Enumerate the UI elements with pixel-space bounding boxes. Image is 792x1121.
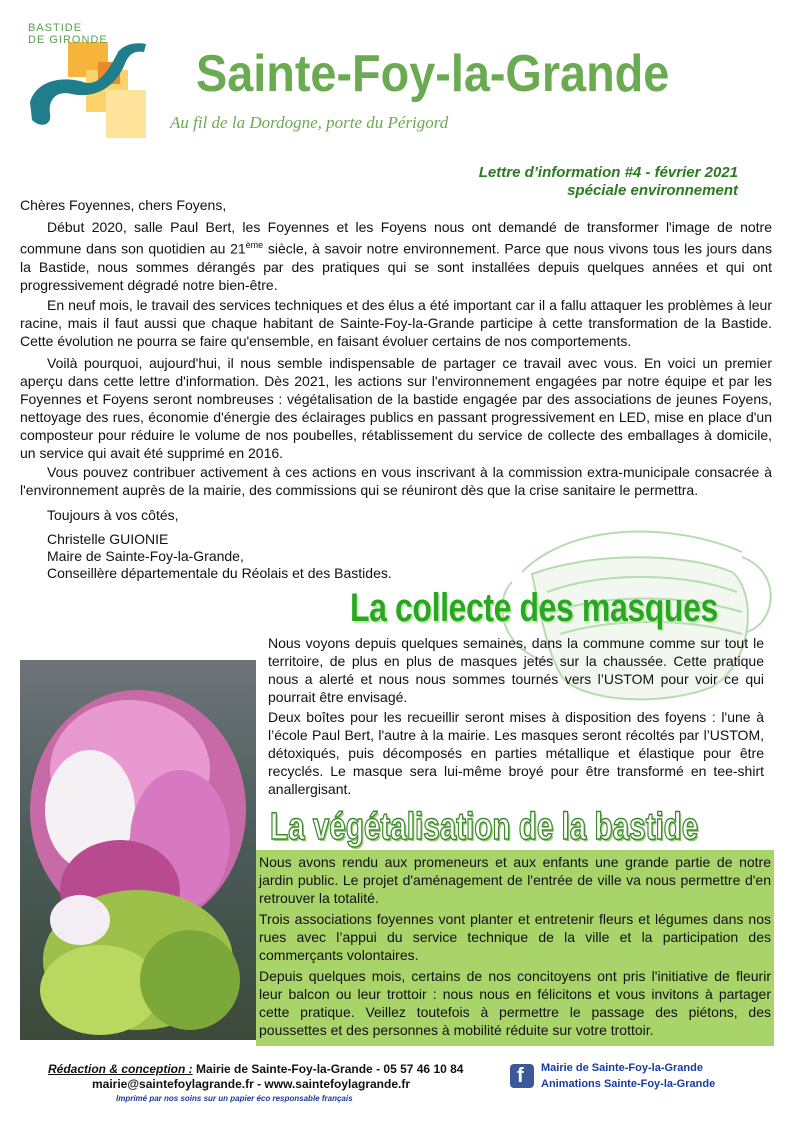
bastide-label xyxy=(28,22,108,46)
signature-name: Christelle GUIONIE xyxy=(47,531,169,547)
letter-paragraph-2 xyxy=(20,296,772,350)
masques-paragraph-1-text: Nous voyons depuis quelques semaines, dans la commune comme sur tout le territoire, de plus en plus de masques jetés sur la chaussée. Cette pratique nous a alerté et nous nous sommes tournés vers l’USTOM pour voir ce qui pourrait être envisagé. xyxy=(268,635,764,705)
letter-closing: Toujours à vos côtés, xyxy=(47,507,179,523)
vegetalisation-paragraph-2 xyxy=(259,910,771,964)
letter-paragraph-3-text: Voilà pourquoi, aujourd'hui, il nous semble indispensable de partager ce travail avec vous. En voici un premier aperçu dans cette lettre d'information. Dès 2021, les actions sur l'environnement engagées par notre équipe et par les Foyennes et Foyens seront nombreuses : végétalisation de la bastide engagée par des associations de jeunes Foyens, nettoyage des rues, économie d'énergie des éclairages publics en passant progressivement en LED, mise en place d'un composteur pour réduire le volume de nos poubelles, rétablissement du service de collecte des emballages à domicile, un service qui avait été supprimé en 2016. xyxy=(20,355,772,461)
newsletter-theme: spéciale environnement xyxy=(567,182,738,199)
superscript: ème xyxy=(245,240,264,250)
tagline: Au fil de la Dordogne, porte du Périgord xyxy=(170,113,449,132)
footer-contact[interactable]: mairie@saintefoylagrande.fr - www.saintefoylagrande.fr xyxy=(92,1077,411,1091)
facebook-letter: f xyxy=(517,1065,524,1087)
letter-greeting: Chères Foyennes, chers Foyens, xyxy=(20,197,227,213)
masques-paragraph-2-text: Deux boîtes pour les recueillir seront mises à disposition des foyens : l'une à l’école Paul Bert, l'autre à la mairie. Les masques seront récoltés par l’USTOM, détoxiqués, puis décomposés en parties métallique et élastique pour être recyclés. Le masque sera lui-même broyé pour être transformé en tee-shirt anallergisant. xyxy=(268,709,764,797)
bastide-line-1: BASTIDE xyxy=(28,22,83,34)
bastide-line-2: DE GIRONDE xyxy=(28,34,108,46)
vegetalisation-paragraph-3-text: Depuis quelques mois, certains de nos concitoyens ont pris l'initiative de fleurir leur balcon ou leur trottoir : nous nous en félicitons et vous invitons à partager cette pratique. Veillez toutefois à permettre le passage des piétons, des poussettes et des personnes à mobilité réduite sur votre trottoir. xyxy=(259,968,771,1038)
vegetalisation-heading: La végétalisation de la bastide xyxy=(270,806,699,848)
vegetalisation-paragraph-1-text: Nous avons rendu aux promeneurs et aux enfants une grande partie de notre jardin public. Le projet d'aménagement de l'entrée de ville va nous permettre d'en retrouver la totalité. xyxy=(259,854,771,906)
newsletter-issue: Lettre d’information #4 - février 2021 xyxy=(478,164,738,181)
footer-printed: Imprimé par nos soins sur un papier éco responsable français xyxy=(116,1094,353,1103)
footer-credit xyxy=(48,1062,463,1076)
vegetalisation-paragraph-1 xyxy=(259,853,771,907)
vegetalisation-paragraph-2-text: Trois associations foyennes vont planter et entretenir fleurs et légumes dans nos rues avec l’appui du service technique de la ville et la participation des commerçants volontaires. xyxy=(259,911,771,963)
masques-paragraph-1 xyxy=(268,634,764,706)
letter-paragraph-1-part-b: siècle, à savoir notre environnement. Parce que nous vivons tous les jours dans la Bastide, nous sommes dérangés par des pratiques qui se sont installées depuis quelques années et qui ont progressivement dégradé notre bien-être. xyxy=(20,240,772,293)
letter-paragraph-1-part-a: Début 2020, salle Paul Bert, les Foyennes et les Foyens nous ont demandé de transformer l'image de notre commune dans son quotidien au 21 xyxy=(20,219,772,257)
masques-heading: La collecte des masques xyxy=(350,586,718,630)
facebook-page-animations[interactable]: Animations Sainte-Foy-la-Grande xyxy=(541,1078,716,1090)
letter-paragraph-4-text: Vous pouvez contribuer activement à ces actions en vous inscrivant à la commission extra-municipale consacrée à l'environnement auprès de la mairie, des commissions qui se réuniront dès que la crise sanitaire le permettra. xyxy=(20,464,772,498)
facebook-page-mairie[interactable]: Mairie de Sainte-Foy-la-Grande xyxy=(541,1062,703,1074)
flower-basket-photo xyxy=(20,660,256,1040)
footer-credit-text: Mairie de Sainte-Foy-la-Grande - 05 57 46 10 84 xyxy=(192,1062,464,1076)
vegetalisation-paragraph-3 xyxy=(259,967,771,1039)
signature-title-1: Maire de Sainte-Foy-la-Grande, xyxy=(47,548,244,564)
letter-paragraph-1 xyxy=(20,218,772,294)
signature-title-2: Conseillère départementale du Réolais et des Bastides. xyxy=(47,565,392,581)
newsletter-title xyxy=(479,164,738,200)
letter-paragraph-4 xyxy=(20,463,772,499)
town-title: Sainte-Foy-la-Grande xyxy=(196,45,670,103)
masques-paragraph-2 xyxy=(268,708,764,798)
letter-paragraph-2-text: En neuf mois, le travail des services techniques et des élus a été important car il a fallu attaquer les problèmes à leur racine, mais il faut aussi que chaque habitant de Sainte-Foy-la-Grande participe à cette transformation de la Bastide. Cette évolution ne pourra se faire qu'ensemble, en faisant évoluer certains de nos comportements. xyxy=(20,297,772,349)
facebook-icon[interactable] xyxy=(510,1064,534,1088)
letter-paragraph-3 xyxy=(20,354,772,462)
footer-credit-label: Rédaction & conception : xyxy=(48,1062,193,1076)
